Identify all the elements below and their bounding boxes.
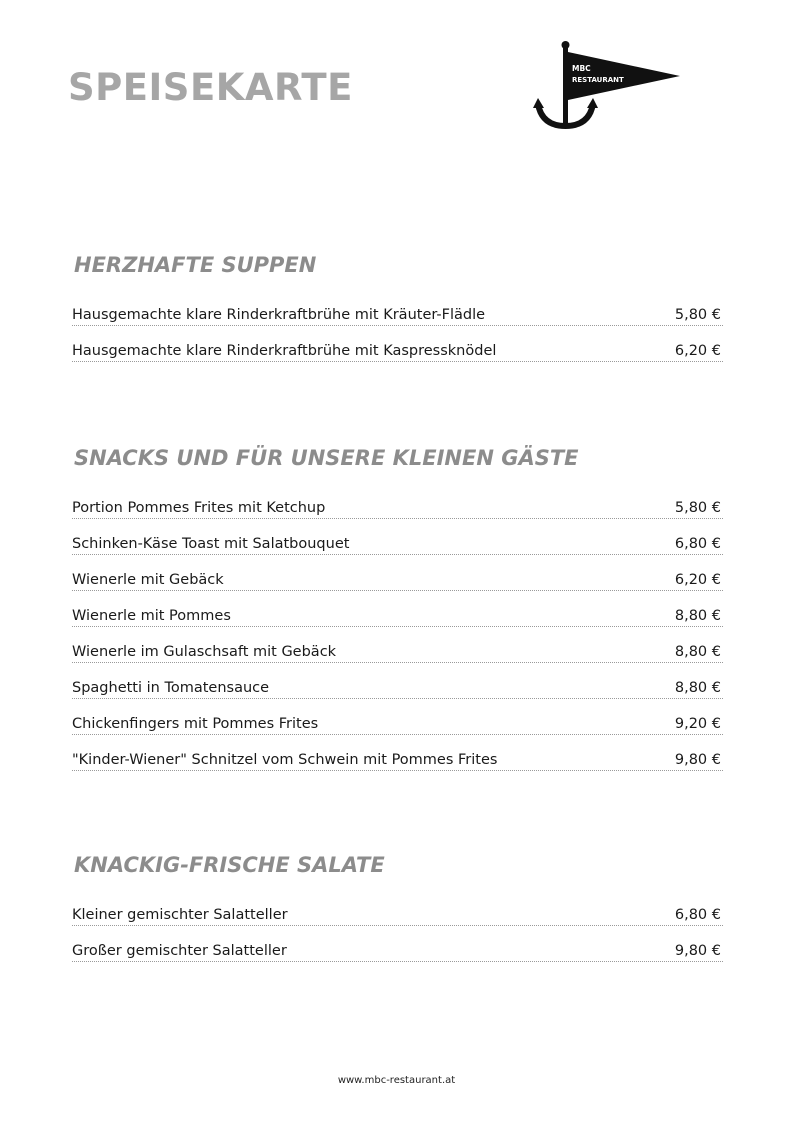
menu-item-price: 8,80 € — [674, 608, 721, 624]
menu-item-name: Portion Pommes Frites mit Ketchup — [72, 500, 326, 516]
menu-item — [72, 302, 723, 326]
menu-item-name: Chickenfingers mit Pommes Frites — [72, 716, 319, 732]
menu-item-price: 6,80 € — [674, 907, 721, 923]
menu-item-name: Großer gemischter Salatteller — [72, 943, 287, 959]
section-title: KNACKIG-FRISCHE SALATE — [74, 853, 385, 877]
menu-item — [72, 735, 723, 771]
page-title: SPEISEKARTE — [68, 66, 353, 109]
menu-item-name: Kleiner gemischter Salatteller — [72, 907, 288, 923]
menu-item — [72, 926, 723, 962]
section-soups — [72, 248, 723, 362]
section-salads — [72, 848, 723, 962]
menu-item — [72, 902, 723, 926]
logo-text-mbc: MBC — [572, 64, 591, 73]
menu-item-price: 5,80 € — [674, 500, 721, 516]
menu-item-price: 8,80 € — [674, 680, 721, 696]
menu-item — [72, 326, 723, 362]
menu-item-name: Schinken-Käse Toast mit Salatbouquet — [72, 536, 350, 552]
menu-item-name: Wienerle mit Gebäck — [72, 572, 224, 588]
menu-item-name: Wienerle im Gulaschsaft mit Gebäck — [72, 644, 337, 660]
logo-text-restaurant: RESTAURANT — [572, 76, 624, 84]
menu-item-price: 5,80 € — [674, 307, 721, 323]
section-title: SNACKS UND FÜR UNSERE KLEINEN GÄSTE — [74, 446, 579, 470]
menu-item-name: Hausgemachte klare Rinderkraftbrühe mit Kräuter-Flädle — [72, 307, 486, 323]
menu-item-name: Spaghetti in Tomatensauce — [72, 680, 270, 696]
menu-item-name: Wienerle mit Pommes — [72, 608, 231, 624]
menu-item-price: 9,80 € — [674, 943, 721, 959]
menu-item — [72, 663, 723, 699]
menu-item — [72, 699, 723, 735]
menu-item-price: 6,80 € — [674, 536, 721, 552]
menu-item — [72, 627, 723, 663]
menu-item — [72, 495, 723, 519]
section-title: HERZHAFTE SUPPEN — [74, 253, 317, 277]
menu-item-price: 9,80 € — [674, 752, 721, 768]
menu-item-price: 8,80 € — [674, 644, 721, 660]
menu-item — [72, 591, 723, 627]
menu-item-price: 6,20 € — [674, 343, 721, 359]
menu-item-name: "Kinder-Wiener" Schnitzel vom Schwein mit Pommes Frites — [72, 752, 498, 768]
menu-item-price: 6,20 € — [674, 572, 721, 588]
menu-item-name: Hausgemachte klare Rinderkraftbrühe mit Kaspressknödel — [72, 343, 497, 359]
menu-item-price: 9,20 € — [674, 716, 721, 732]
section-snacks — [72, 441, 723, 771]
menu-item — [72, 519, 723, 555]
footer-website: www.mbc-restaurant.at — [337, 1075, 456, 1086]
menu-item — [72, 555, 723, 591]
mbc-restaurant-logo — [530, 38, 685, 130]
